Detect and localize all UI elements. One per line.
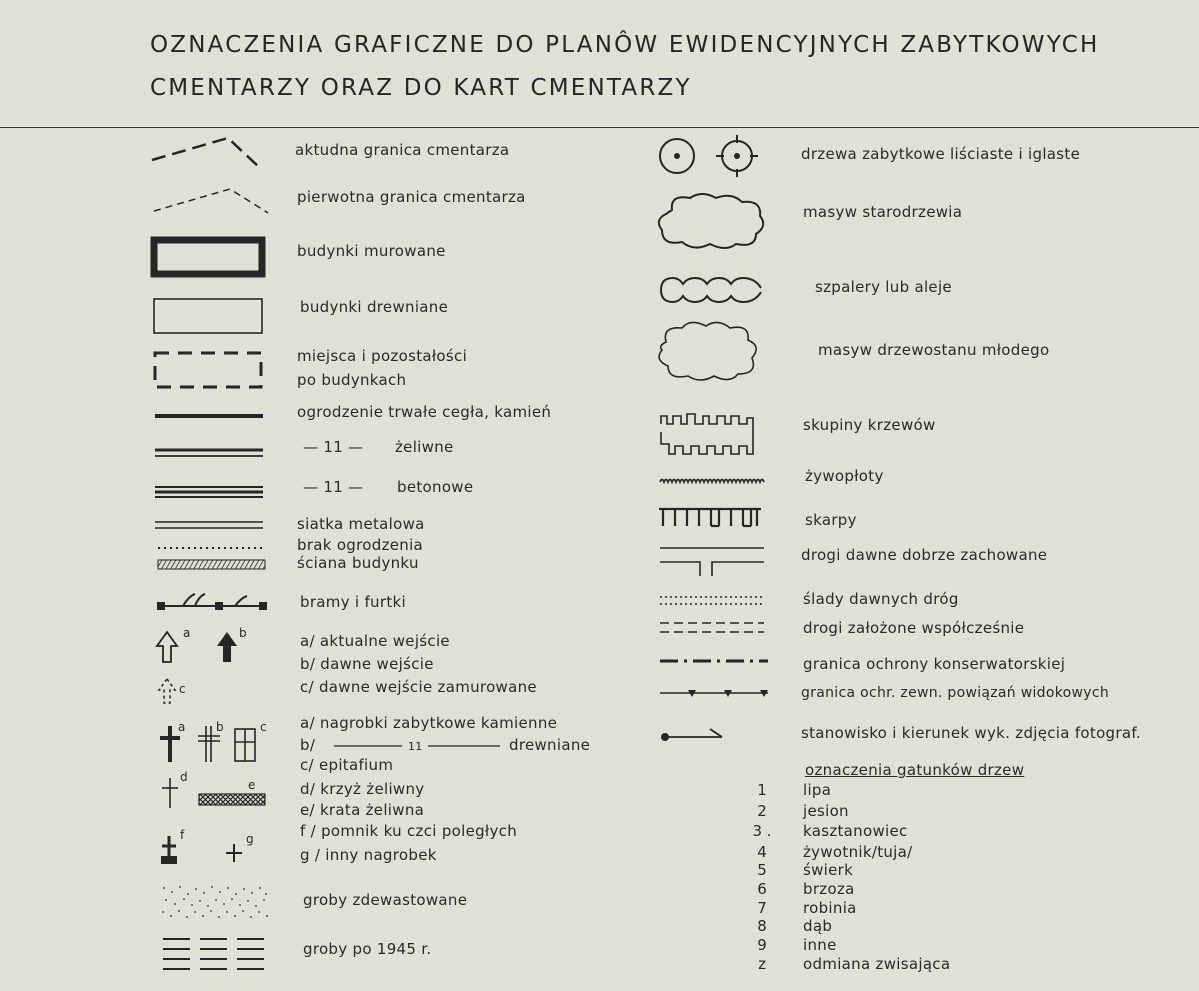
remains-label-1: miejsca i pozostałości <box>297 347 468 365</box>
species-name: odmiana zwisająca <box>803 955 951 973</box>
memorial-label: f / pomnik ku czci poległych <box>300 822 518 840</box>
no-fence-label: brak ogrodzenia <box>297 536 424 554</box>
gravestone-b-label: drewniane <box>509 736 591 754</box>
concrete-fence-symbol <box>155 484 265 500</box>
species-num: 2 <box>757 802 767 820</box>
current-boundary-symbol <box>150 132 270 172</box>
escarpment-label: skarpy <box>805 511 857 529</box>
building-wall-label: ściana budynku <box>297 554 419 572</box>
devastated-graves-label: groby zdewastowane <box>303 891 468 909</box>
species-name: jesion <box>803 802 849 820</box>
letter-c-grave: c <box>260 720 267 734</box>
species-name: dąb <box>803 917 833 935</box>
brick-building-symbol <box>148 235 268 279</box>
permanent-fence-symbol <box>155 410 265 422</box>
historic-trees-icon <box>655 132 775 182</box>
modern-roads-icon <box>660 620 770 636</box>
species-num: 7 <box>757 899 767 917</box>
letter-b-entrance: b <box>239 626 247 640</box>
hedge-icon <box>660 476 770 488</box>
road-traces-label: ślady dawnych dróg <box>803 590 959 608</box>
metal-mesh-symbol <box>155 519 265 531</box>
cast-iron-fence-label: żeliwne <box>395 438 454 456</box>
young-tree-stand-label: masyw drzewostanu młodego <box>818 341 1050 359</box>
other-grave-icon <box>224 842 246 864</box>
species-name: robinia <box>803 899 857 917</box>
conservation-boundary-label: granica ochrony konserwatorskiej <box>803 655 1066 673</box>
gates-symbol <box>155 590 275 616</box>
concrete-fence-ditto: — 11 — <box>303 478 364 496</box>
tree-rows-label: szpalery lub aleje <box>815 278 952 296</box>
original-boundary-symbol <box>152 185 272 217</box>
species-name: lipa <box>803 781 832 799</box>
title-line-1: OZNACZENIA GRAFICZNE DO PLANÔW EWIDENCYJNYCH ZABYTKOWYCH <box>150 32 1100 58</box>
view-protection-boundary-label: granica ochr. zewn. powiązań widokowych <box>801 685 1109 701</box>
gravestone-b-line-right <box>428 744 502 748</box>
gravestone-b-ditto: 11 <box>408 740 423 753</box>
escarpment-icon <box>657 506 767 530</box>
no-fence-symbol <box>158 544 268 552</box>
old-tree-stand-label: masyw starodrzewia <box>803 203 963 221</box>
old-roads-icon <box>660 544 770 578</box>
brick-building-label: budynki murowane <box>297 242 446 260</box>
shrub-groups-icon <box>657 410 761 462</box>
current-boundary-label: aktudna granica cmentarza <box>295 141 510 159</box>
devastated-graves-symbol <box>160 884 270 920</box>
wooden-building-symbol <box>152 297 266 337</box>
shrub-groups-label: skupiny krzewów <box>803 416 936 434</box>
cast-iron-fence-symbol <box>155 447 265 461</box>
gates-label: bramy i furtki <box>300 593 406 611</box>
species-name: inne <box>803 936 837 954</box>
photo-position-icon <box>660 726 730 744</box>
tree-rows-icon <box>655 272 767 308</box>
epitaph-label: c/ epitafium <box>300 756 394 774</box>
letter-a-entrance: a <box>183 626 191 640</box>
epitaph-icon <box>232 726 262 766</box>
remains-label-2: po budynkach <box>297 371 407 389</box>
letter-d-grave: d <box>180 770 188 784</box>
letter-c-entrance: c <box>179 682 186 696</box>
gravestone-a-label: a/ nagrobki zabytkowe kamienne <box>300 714 558 732</box>
cast-iron-grate-symbol <box>198 792 268 808</box>
letter-g-grave: g <box>246 832 254 846</box>
concrete-fence-label: betonowe <box>397 478 474 496</box>
species-legend-title: oznaczenia gatunków drzew <box>805 761 1025 779</box>
post-1945-graves-label: groby po 1945 r. <box>303 940 432 958</box>
post-1945-graves-symbol <box>160 935 270 975</box>
view-protection-boundary-icon <box>660 686 772 700</box>
species-num: 1 <box>757 781 767 799</box>
letter-a-grave: a <box>178 720 186 734</box>
letter-b-grave: b <box>216 720 224 734</box>
species-num: 8 <box>757 917 767 935</box>
other-grave-label: g / inny nagrobek <box>300 846 437 864</box>
species-num: 6 <box>757 880 767 898</box>
title-line-2: CMENTARZY ORAZ DO KART CMENTARZY <box>150 75 692 101</box>
permanent-fence-label: ogrodzenie trwałe cegła, kamień <box>297 403 552 421</box>
species-num: z <box>758 955 766 973</box>
remains-building-symbol <box>152 350 266 392</box>
species-num: 9 <box>757 936 767 954</box>
gravestone-b-prefix: b/ <box>300 736 316 754</box>
modern-roads-label: drogi założone współcześnie <box>803 619 1025 637</box>
species-name: brzoza <box>803 880 855 898</box>
cast-iron-grate-label: e/ krata żeliwna <box>300 801 425 819</box>
old-tree-stand-icon <box>652 190 768 252</box>
old-roads-label: drogi dawne dobrze zachowane <box>801 546 1048 564</box>
original-boundary-label: pierwotna granica cmentarza <box>297 188 526 206</box>
cast-iron-cross-label: d/ krzyż żeliwny <box>300 780 425 798</box>
header-rule <box>0 127 1199 128</box>
species-name: kasztanowiec <box>803 822 908 840</box>
metal-mesh-label: siatka metalowa <box>297 515 425 533</box>
species-name: świerk <box>803 861 854 879</box>
entrance-a-label: a/ aktualne wejście <box>300 632 450 650</box>
species-num: 4 <box>757 843 767 861</box>
entrance-c-label: c/ dawne wejście zamurowane <box>300 678 537 696</box>
photo-position-label: stanowisko i kierunek wyk. zdjęcia fotograf. <box>801 724 1141 742</box>
gravestone-b-line-left <box>334 744 404 748</box>
species-name: żywotnik/tuja/ <box>803 843 913 861</box>
species-num: 3 . <box>752 822 772 840</box>
species-num: 5 <box>757 861 767 879</box>
historic-trees-label: drzewa zabytkowe liściaste i iglaste <box>801 145 1081 163</box>
road-traces-icon <box>660 594 770 608</box>
young-tree-stand-icon <box>652 318 764 386</box>
entrance-b-label: b/ dawne wejście <box>300 655 434 673</box>
cast-iron-fence-ditto: — 11 — <box>303 438 364 456</box>
conservation-boundary-icon <box>660 656 772 666</box>
letter-f-grave: f <box>180 828 185 842</box>
letter-e-grave: e <box>248 778 256 792</box>
building-wall-symbol <box>158 558 268 572</box>
hedge-label: żywopłoty <box>805 467 884 485</box>
wooden-building-label: budynki drewniane <box>300 298 449 316</box>
